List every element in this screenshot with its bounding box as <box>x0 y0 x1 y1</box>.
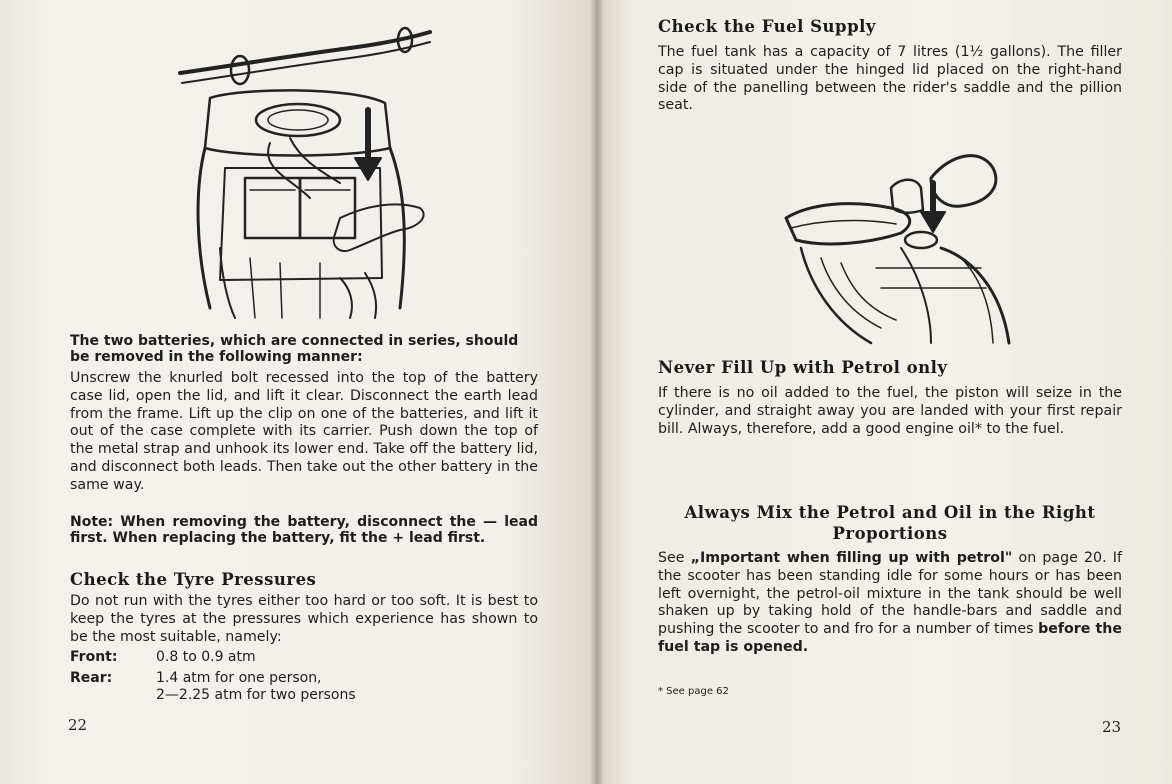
fuel-supply-body: The fuel tank has a capacity of 7 litres (1½ gallons). The filler cap is situated under the hinged lid placed on the right-hand side of the panelling between the rider's saddle and the pillion seat. <box>658 44 1122 114</box>
rear-label: Rear: <box>70 670 113 686</box>
battery-heading: The two batteries, which are connected in series, should be removed in the following manner: <box>70 333 519 365</box>
mix-see: See <box>658 550 691 566</box>
rear-pressure-row <box>70 670 470 706</box>
fuel-supply-heading: Check the Fuel Supply <box>658 17 876 36</box>
mix-proportions-heading: Always Mix the Petrol and Oil in the Right Proportions <box>684 503 1096 543</box>
tyre-pressure-body: Do not run with the tyres either too hard or too soft. It is best to keep the tyres at the pressures which experience has shown to be the most suitable, namely: <box>70 593 538 645</box>
book-gutter <box>590 0 604 784</box>
front-pressure-row <box>70 649 470 667</box>
page-number-left: 22 <box>68 716 88 734</box>
mix-emphasis: before the fuel tap is opened. <box>658 621 1122 655</box>
never-fill-body: If there is no oil added to the fuel, the piston will seize in the cylinder, and straight away you are landed with your first repair bill. Always, therefore, add a good engine oil* to the fuel. <box>658 385 1122 437</box>
battery-note: Note: When removing the battery, disconnect the — lead first. When replacing the battery, fit the + lead first. <box>70 514 538 546</box>
front-value: 0.8 to 0.9 atm <box>156 649 256 665</box>
mix-reference: „Important when filling up with petrol" <box>690 550 1013 566</box>
rear-value-two-persons: 2—2.25 atm for two persons <box>156 687 356 703</box>
footnote: * See page 62 <box>658 686 729 697</box>
front-label: Front: <box>70 649 118 665</box>
rear-value-one-person: 1.4 atm for one person, <box>156 670 322 686</box>
mix-proportions-body <box>658 550 1122 657</box>
battery-instructions: Unscrew the knurled bolt recessed into the top of the battery case lid, open the lid, and lift it clear. Disconnect the earth lead from the frame. Lift up the clip on one of the batteries, and lift it out of the case complete with its carrier. Push down the top of the metal strap and unhook its lower end. Take off the battery lid, and disconnect both leads. Then take out the other battery in the same way. <box>70 370 538 493</box>
right-page <box>596 0 1172 784</box>
fuel-cap-illustration <box>781 148 1016 348</box>
page-number-right: 23 <box>1102 718 1122 736</box>
tyre-pressure-heading: Check the Tyre Pressures <box>70 570 317 589</box>
battery-illustration <box>150 18 450 323</box>
mix-page-ref: on page 20. <box>1012 550 1107 566</box>
never-fill-heading: Never Fill Up with Petrol only <box>658 358 948 377</box>
mix-instructions: If the scooter has been standing idle for some hours or has been left overnight, the petrol-oil mixture in the tank should be well shaken up by taking hold of the handle-bars and saddle and pushing the scooter to and fro for a number of times <box>658 550 1122 638</box>
